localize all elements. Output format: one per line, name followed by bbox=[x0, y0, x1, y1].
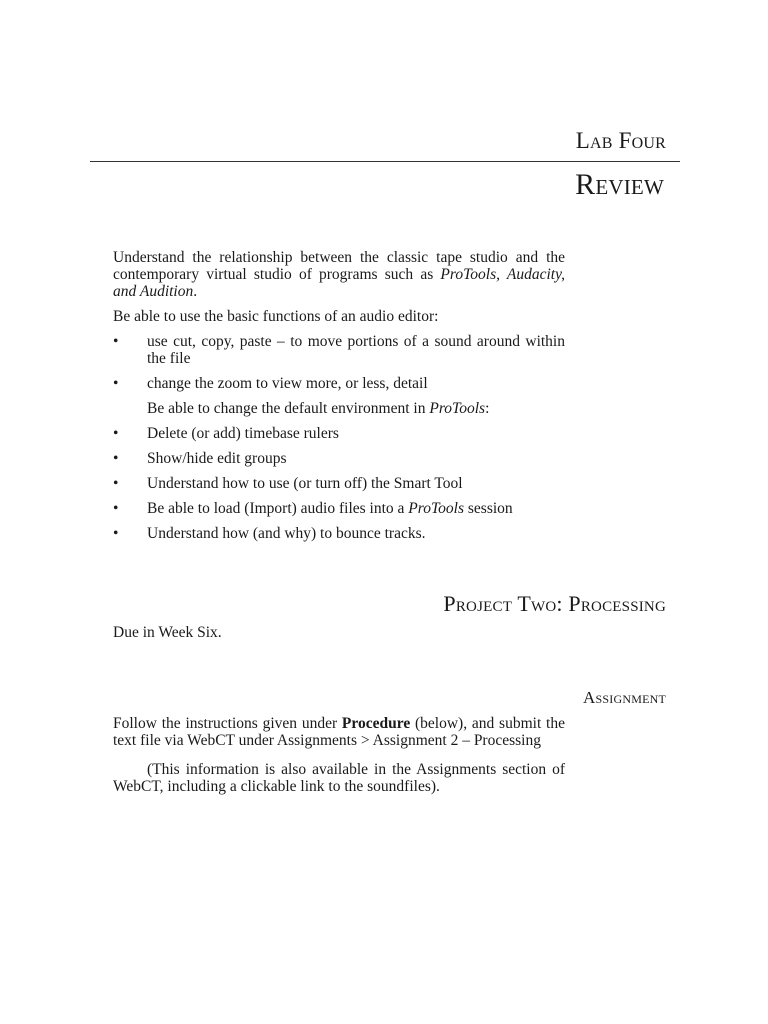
bullet-icon: • bbox=[113, 425, 119, 442]
review-section bbox=[113, 249, 565, 550]
env-intro-program: ProTools bbox=[429, 400, 486, 417]
list-item-text: change the zoom to view more, or less, detail bbox=[147, 375, 428, 392]
list-item-text: Show/hide edit groups bbox=[147, 450, 287, 467]
editor-intro: Be able to use the basic functions of an audio editor: bbox=[113, 308, 439, 325]
env-list bbox=[113, 425, 565, 542]
import-item-after: session bbox=[464, 500, 513, 517]
bullet-icon: • bbox=[113, 525, 119, 542]
procedure-label: Procedure bbox=[341, 715, 411, 732]
bullet-icon: • bbox=[113, 450, 119, 467]
info-paragraph: (This information is also available in the Assignments section of WebCT, including a clickable link to the soundfiles). bbox=[113, 761, 565, 795]
list-item bbox=[113, 375, 565, 392]
list-item-text: use cut, copy, paste – to move portions of a sound around within the file bbox=[147, 333, 565, 367]
env-intro-text: Be able to change the default environment in bbox=[147, 400, 430, 417]
list-item bbox=[113, 475, 565, 492]
list-item-text: Delete (or add) timebase rulers bbox=[147, 425, 339, 442]
project-title: Project Two: Processing bbox=[443, 591, 666, 616]
lab-title: Lab Four bbox=[575, 128, 666, 153]
instructions-paragraph bbox=[113, 715, 565, 749]
list-item bbox=[113, 500, 565, 517]
list-item-text: Understand how (and why) to bounce tracks. bbox=[147, 525, 426, 542]
list-item bbox=[113, 450, 565, 467]
bullet-icon: • bbox=[113, 475, 119, 492]
intro-end: . bbox=[193, 283, 198, 300]
bullet-icon: • bbox=[113, 375, 119, 392]
bullet-icon: • bbox=[113, 500, 119, 517]
assignment-section bbox=[113, 715, 565, 807]
header-rule bbox=[90, 161, 680, 162]
bullet-icon: • bbox=[113, 333, 119, 350]
instructions-after: (below), and submit the text file via WebCT under Assignments > Assignment 2 – Processing bbox=[113, 715, 565, 749]
assignment-title: Assignment bbox=[583, 688, 666, 707]
intro-text: Understand the relationship between the classic tape studio and the contemporary virtual studio of programs such as bbox=[113, 249, 565, 283]
instructions-before: Follow the instructions given under bbox=[113, 715, 342, 732]
review-title: Review bbox=[575, 168, 664, 201]
due-date: Due in Week Six. bbox=[113, 624, 222, 641]
list-item-text: Understand how to use (or turn off) the Smart Tool bbox=[147, 475, 463, 492]
import-item-program: ProTools bbox=[408, 500, 464, 517]
editor-list bbox=[113, 333, 565, 392]
list-item bbox=[113, 333, 565, 367]
list-item bbox=[113, 525, 565, 542]
import-item-before: Be able to load (Import) audio files into a bbox=[147, 500, 409, 517]
intro-paragraph bbox=[113, 249, 565, 300]
list-item bbox=[113, 425, 565, 442]
env-intro-end: : bbox=[485, 400, 490, 417]
intro-programs: ProTools, Audacity, and Audition bbox=[113, 266, 565, 300]
env-intro bbox=[113, 400, 565, 417]
